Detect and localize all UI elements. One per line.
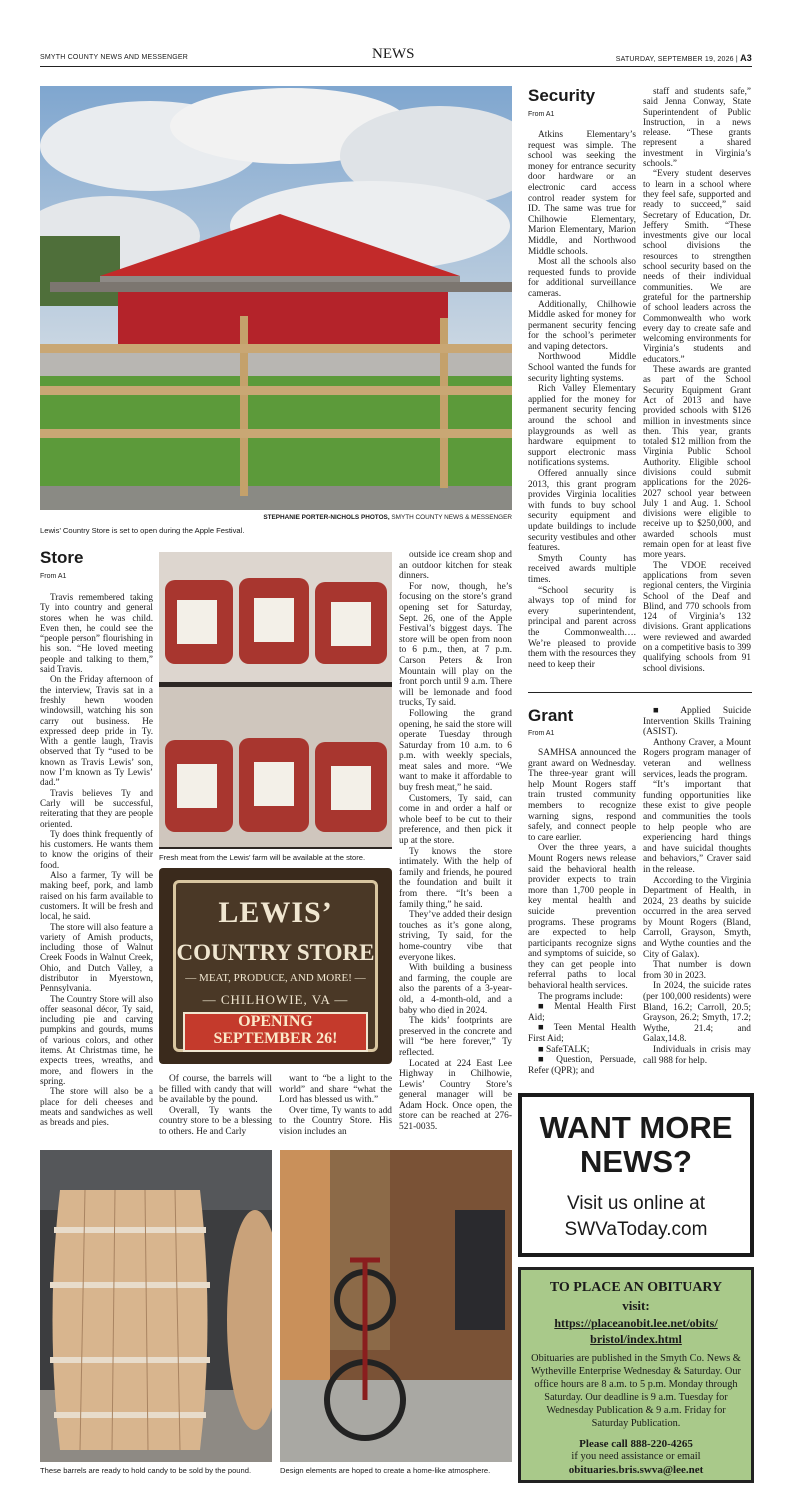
paragraph: The store will also feature a variety of Amish products, including those of Walnut Creek Foods in Walnut Creek, Ohio, and Dutch Valley, a distributor in Myerstown, Pennsylvania. — [40, 921, 153, 994]
paragraph: Individuals in crisis may call 988 for help. — [643, 1045, 751, 1066]
promo-url[interactable]: SWVaToday.com — [564, 1219, 708, 1240]
paragraph: Customers, Ty said, can come in and order a half or whole beef to be cut to their preference, and then pick it up at the store. — [399, 793, 512, 847]
paragraph: The programs include: — [538, 991, 623, 1002]
bicycle-caption: Design elements are hoped to create a home-like atmosphere. — [280, 1466, 491, 1475]
paragraph: These awards are granted as part of the School Security Equipment Grant Act of 2013 and have provided schools with $126 million in investments since then. This year, grants totaled $12 million from the Virginia Public School Authority. Eligible school divisions could submit applications for the 2026-2027 school year between July 1 and Aug. 1. School divisions were eligible to receive up to $250,000, and awarded schools must remain open for at least five more years. — [643, 364, 751, 560]
security-col2 — [643, 86, 751, 673]
paragraph: Anthony Craver, a Mount Rogers program manager of veteran and wellness services, leads the program. — [643, 737, 751, 780]
photo-credit — [40, 514, 512, 521]
paragraph: The store will also be a place for deli cheeses and meats and sandwiches as well as breads and pies. — [40, 1086, 153, 1128]
obit-visit: visit: — [622, 1298, 650, 1313]
section-title: NEWS — [372, 46, 415, 62]
paragraph: Travis believes Ty and Carly will be successful, reiterating that they are people oriented. — [40, 787, 153, 829]
credit-name: STEPHANIE PORTER-NICHOLS PHOTOS, — [263, 514, 390, 521]
paragraph: They’ve added their design touches as it’s gone along, striving, Ty said, for the home-country vibe that everyone likes. — [399, 910, 512, 963]
barrels-image — [40, 1150, 272, 1462]
paragraph: Rich Valley Elementary applied for the money for permanent security fencing around the school and playgrounds as well as hardware equipment to support electronic mass notifications systems. — [528, 384, 636, 469]
store-headline: Store — [40, 548, 84, 567]
paragraph: That number is down from 30 in 2023. — [643, 960, 751, 981]
store-sign — [159, 868, 392, 1064]
publication-name: SMYTH COUNTY NEWS AND MESSENGER — [40, 54, 189, 61]
promo-line1: WANT MORE — [539, 1110, 733, 1145]
paragraph: Over the three years, a Mount Rogers news release said the behavioral health provider expects to train more than 1,700 people in key mental health and suicide prevention programs. These programs are expected to help participants recognize signs and symptoms of suicide, so they can get people into referral paths to local behavioral health services. — [528, 843, 636, 992]
paragraph: ■ Question, Persuade, Refer (QPR); and — [528, 1055, 636, 1076]
paragraph: Following the grand opening, he said the store will operate Tuesday through Saturday from 10 a.m. to 6 p.m. with weekly specials, meat sales and more. “We want to make it affordable to buy fresh meat,” he said. — [399, 708, 512, 794]
want-more-news-box[interactable] — [518, 1093, 754, 1257]
store-col2 — [159, 1074, 272, 1138]
sign-line6: SEPTEMBER 26! — [213, 1030, 338, 1047]
paragraph: staff and students safe,” said Jenna Conway, State Superintendent of Public Instruction, in a news release. “These grants represent a shared investment in Virginia’s schools.” — [643, 86, 751, 169]
grant-col2 — [643, 706, 751, 1066]
meat-photo — [159, 552, 392, 849]
bicycle-image — [280, 1150, 512, 1462]
obit-title: TO PLACE AN OBITUARY — [549, 1280, 723, 1295]
store-building-photo — [40, 86, 512, 510]
security-col1 — [528, 130, 636, 670]
paragraph: ■ Applied Suicide Intervention Skills Training (ASIST). — [643, 706, 751, 738]
sign-line4: — CHILHOWIE, VA — — [202, 992, 349, 1007]
paragraph: outside ice cream shop and an outdoor kitchen for steak dinners. — [399, 550, 512, 582]
paragraph: Ty knows the store intimately. With the help of family and friends, he poured the foundation and built it from there. “It’s been a family thing,” he said. — [399, 846, 512, 910]
barrels-caption: These barrels are ready to hold candy to be sold by the pound. — [40, 1466, 252, 1475]
barrels-photo — [40, 1150, 272, 1462]
store-col4 — [399, 550, 512, 1133]
paragraph: The kids’ footprints are preserved in the concrete and will “be here forever,” Ty reflected. — [399, 1016, 512, 1058]
paragraph: According to the Virginia Department of Health, in 2024, 23 deaths by suicide occurred in the area served by Mount Rogers (Bland, Carroll, Grayson, Smyth, and Wythe counties and the City of Galax). — [643, 875, 751, 960]
paragraph: Overall, Ty wants the country store to be a blessing to others. He and Carly — [159, 1105, 272, 1137]
security-headline: Security — [528, 86, 596, 105]
top-photo-caption: Lewis’ Country Store is set to open during the Apple Festival. — [40, 526, 245, 535]
paragraph: Of course, the barrels will be filled with candy that will be available by the pound. — [159, 1074, 272, 1106]
paragraph: In 2024, the suicide rates (per 100,000 residents) were Bland, 16.2; Carroll, 20.5; Grayson, 26.2; Smyth, 17.2; Wythe, 21.4; and Galax,14.8. — [643, 981, 751, 1045]
paragraph: Offered annually since 2013, this grant program provides Virginia localities with funds to buy school security equipment and update buildings to include security vestibules and other features. — [528, 469, 636, 554]
paragraph: Additionally, Chilhowie Middle asked for money for permanent security fencing for the school’s perimeter and vaping detectors. — [528, 299, 636, 352]
store-jump: From A1 — [40, 573, 67, 580]
paragraph: Atkins Elementary’s request was simple. The school was seeking the money for entrance security door hardware or an electronic card access control reader system for ID. The same was true for Chilhowie Elementary, Marion Elementary, Marion Middle, and Northwood Middle schools. — [528, 130, 636, 257]
sign-line1: LEWIS’ — [218, 896, 333, 929]
credit-outlet: SMYTH COUNTY NEWS & MESSENGER — [389, 514, 512, 521]
paragraph: SAMHSA announced the grant award on Wednesday. The three-year grant will help Mount Rogers staff train trusted community members to recognize warning signs, respond safely, and connect people to care earlier. — [528, 748, 636, 843]
promo-line3: Visit us online at — [566, 1193, 705, 1214]
obit-url-line1[interactable]: https://placeanobit.lee.net/obits/ — [554, 1316, 718, 1330]
paragraph: On the Friday afternoon of the interview, Travis sat in a freshly hewn wooden windowsill, watching his son carry out business. He expressed deep pride in Ty. With a gentle laugh, Travis observed that Ty “used to be known as Travis Lewis’ son, now I’m known as Ty Lewis’ dad.” — [40, 674, 153, 788]
paragraph: “It’s important that funding opportunities like these exist to give people and communities the tools to help people who are experiencing hard things and have suicidal thoughts and behaviors,” Craver said in the release. — [643, 780, 751, 875]
store-building-image — [40, 86, 512, 510]
header-rule — [40, 66, 752, 67]
paragraph: “School security is always top of mind for every superintendent, principal and parent across the Commonwealth…. We’re pleased to provide them with the resources they need to keep their — [528, 585, 636, 670]
paragraph: The Country Store will also offer seasonal décor, Ty said, including pie and carving pumpkins and gourds, mums of various colors, and other items. At Christmas time, he expects trees, wreaths, and more, and flowers in the spring. — [40, 993, 153, 1086]
section-rule — [528, 692, 752, 693]
paragraph: With building a business and farming, the couple are also the parents of a 3-year-old, a 4-month-old, and a baby who died in 2024. — [399, 963, 512, 1016]
paragraph: ■ Teen Mental Health First Aid; — [528, 1023, 636, 1045]
sign-line2: COUNTRY STORE — [176, 940, 375, 965]
paragraph: Travis remembered taking Ty into country and general stores when he was child. Even then, he could see the “people person” flourishing in his son. “He loved meeting people and talking to them,” said Travis. — [40, 592, 153, 675]
paragraph: want to “be a light to the world” and share “what the Lord has blessed us with.” — [279, 1074, 392, 1106]
store-col1 — [40, 592, 153, 1127]
obit-assist: if you need assistance or email — [571, 1451, 701, 1462]
meat-caption: Fresh meat from the Lewis’ farm will be available at the store. — [159, 853, 366, 862]
obit-phone: Please call 888-220-4265 — [579, 1438, 693, 1450]
obit-url-line2[interactable]: bristol/index.html — [590, 1332, 682, 1346]
paragraph: Northwood Middle School wanted the funds for security lighting systems. — [528, 352, 636, 384]
store-col3 — [279, 1074, 392, 1138]
paragraph: The VDOE received applications from seven regional centers, the Virginia School of the Deaf and Blind, and 770 schools from 124 of Virginia’s 132 divisions. Grant applications were reviewed and awarded on a competitive basis to 399 qualifying schools from 91 school divisions. — [643, 559, 751, 673]
paragraph: Located at 224 East Lee Highway in Chilhowie, Lewis’ Country Store’s general manager will be Adam Hock. Once open, the store can be reached at 276-521-0035. — [399, 1058, 512, 1133]
paragraph: Also a farmer, Ty will be making beef, pork, and lamb raised on his farm available to customers. It will be fresh and local, he said. — [40, 870, 153, 922]
obit-email[interactable]: obituaries.bris.swva@lee.net — [568, 1464, 704, 1476]
meat-packages-image — [159, 552, 392, 849]
sign-line3: — MEAT, PRODUCE, AND MORE! — — [185, 972, 366, 984]
obituary-box — [518, 1267, 754, 1483]
page-number: A3 — [740, 53, 752, 63]
paragraph: “Every student deserves to learn in a school where they feel safe, supported and ready to succeed,” said Secretary of Education, Dr. Jeffery Smith. “These investments give our local school divisions the resources to strengthen school security based on the needs of their individual communities. We are grateful for the partnership of school leaders across the Commonwealth who work every day to create safe and welcoming environments for Virginia’s students and educators.” — [643, 168, 751, 364]
obit-body: Obituaries are published in the Smyth Co. News & Wytheville Enterprise Wednesday & Saturday. Our office hours are 8 a.m. to 5 p.m. Monday through Saturday. Our deadline is 9 a.m. Tuesday for Wednesday Publication & 9 a.m. Friday for Saturday Publication. — [531, 1353, 741, 1429]
security-jump: From A1 — [528, 111, 555, 118]
paragraph: Over time, Ty wants to add to the Country Store. His vision includes an — [279, 1105, 392, 1137]
date: SATURDAY, SEPTEMBER 19, 2026 — [615, 56, 734, 63]
paragraph: ■ SafeTALK; — [538, 1044, 590, 1055]
paragraph: Most all the schools also requested funds to provide for additional surveillance cameras. — [528, 257, 636, 299]
grant-col1 — [528, 748, 636, 1076]
paragraph: For now, though, he’s focusing on the store’s grand opening set for Saturday, Sept. 26, one of the Apple Festival’s biggest days. The store will be open from noon to 6 p.m., then, at 7 p.m. Carson Peters & Iron Mountain will play on the front porch until 9 a.m. There will be lemonade and food trucks, Ty said. — [399, 581, 512, 709]
paragraph: Ty does think frequently of his customers. He wants them to know the origins of their food. — [40, 828, 153, 870]
paragraph: Smyth County has received awards multiple times. — [528, 553, 636, 585]
promo-line2: NEWS? — [580, 1144, 692, 1179]
sign-line5: OPENING — [238, 1013, 313, 1030]
grant-jump: From A1 — [528, 730, 555, 737]
bicycle-photo — [280, 1150, 512, 1462]
grant-headline: Grant — [528, 706, 574, 725]
date-line: SATURDAY, SEPTEMBER 19, 2026 | A3 — [615, 53, 752, 63]
paragraph: ■ Mental Health First Aid; — [528, 1002, 636, 1023]
